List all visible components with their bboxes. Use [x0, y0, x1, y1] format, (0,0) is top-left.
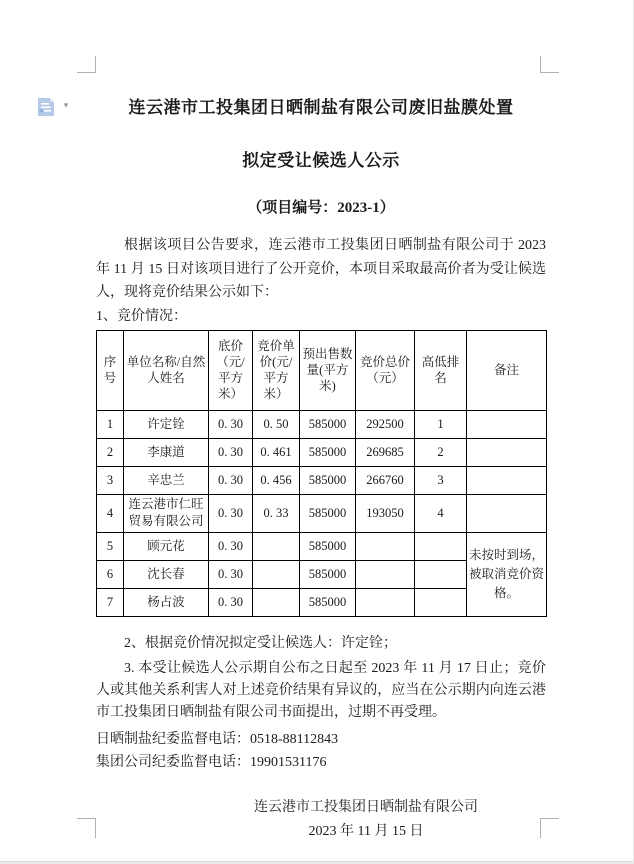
cell-qty: 585000: [300, 588, 356, 616]
cell-total: [356, 532, 415, 560]
section1-heading: 1、竞价情况：: [96, 308, 187, 324]
cell-total: 266760: [356, 466, 415, 494]
phone-line-1: 日晒制盐纪委监督电话：0518-88112843: [96, 731, 339, 747]
cell-base: 0. 30: [209, 560, 253, 588]
cell-base: 0. 30: [209, 438, 253, 466]
table-header-cell-6: 高低排名: [415, 330, 467, 410]
cell-total: [356, 560, 415, 588]
signature-date: 2023 年 11 月 15 日: [308, 823, 424, 839]
document-content: [96, 0, 546, 844]
table-header-cell-2: 底价（元/平方米）: [209, 330, 253, 410]
cell-unit: [253, 588, 300, 616]
cell-no: 7: [97, 588, 124, 616]
cell-rank: [415, 560, 467, 588]
table-row-1: [97, 410, 547, 438]
chevron-down-icon[interactable]: ▾: [63, 101, 69, 111]
cell-unit: 0. 33: [253, 494, 300, 532]
cell-rank: 1: [415, 410, 467, 438]
cell-name: 辛忠兰: [124, 466, 209, 494]
cell-base: 0. 30: [209, 466, 253, 494]
cell-total: 269685: [356, 438, 415, 466]
cell-qty: 585000: [300, 560, 356, 588]
cell-qty: 585000: [300, 532, 356, 560]
cell-total: 193050: [356, 494, 415, 532]
cell-no: 6: [97, 560, 124, 588]
crop-mark-bottom-left: [77, 818, 96, 838]
table-header-cell-0: 序号: [97, 330, 124, 410]
cell-no: 5: [97, 532, 124, 560]
cell-name: 沈长春: [124, 560, 209, 588]
cell-unit: 0. 50: [253, 410, 300, 438]
cell-no: 3: [97, 466, 124, 494]
cell-remark: [467, 494, 547, 532]
table-row-3: [97, 466, 547, 494]
comment-icon[interactable]: [35, 96, 57, 118]
cell-rank: [415, 532, 467, 560]
table-header-cell-1: 单位名称/自然人姓名: [124, 330, 209, 410]
cell-name: 杨占波: [124, 588, 209, 616]
cell-base: 0. 30: [209, 410, 253, 438]
cell-remark: [467, 466, 547, 494]
cell-base: 0. 30: [209, 532, 253, 560]
cell-rank: 4: [415, 494, 467, 532]
intro-paragraph: 根据该项目公告要求，连云港市工投集团日晒制盐有限公司于 2023 年 11 月 15 日对该项目进行了公开竞价，本项目采取最高价者为受让候选人，现将竞价结果公示如下：: [96, 238, 546, 300]
signature-company: 连云港市工投集团日晒制盐有限公司: [254, 799, 478, 815]
cell-rank: [415, 588, 467, 616]
phone-line-2: 集团公司纪委监督电话：19901531176: [96, 754, 327, 770]
cell-qty: 585000: [300, 494, 356, 532]
bid-results-table: [96, 330, 547, 617]
supervision-phones: [96, 728, 546, 774]
cell-total: [356, 588, 415, 616]
table-header-cell-7: 备注: [467, 330, 547, 410]
table-row-5: [97, 532, 547, 560]
cell-qty: 585000: [300, 438, 356, 466]
table-header-cell-3: 竞价单价(元/平方米）: [253, 330, 300, 410]
cell-total: 292500: [356, 410, 415, 438]
paragraph-3: 3. 本受让候选人公示期自公布之日起至 2023 年 11 月 17 日止；竞价人或其他关系利害人对上述竞价结果有异议的，应当在公示期内向连云港市工投集团日晒制盐有限公司书面提出，过期不再受理。: [96, 660, 546, 720]
cell-base: 0. 30: [209, 588, 253, 616]
project-number: （项目编号：2023-1）: [247, 200, 395, 216]
cell-unit: [253, 560, 300, 588]
signature-block: [254, 796, 478, 844]
table-row-4: [97, 494, 547, 532]
cell-unit: 0. 461: [253, 438, 300, 466]
cell-name: 顾元花: [124, 532, 209, 560]
cell-name: 许定铨: [124, 410, 209, 438]
cell-remark: [467, 410, 547, 438]
table-header: [97, 330, 547, 410]
cell-rank: 3: [415, 466, 467, 494]
document-title: 连云港市工投集团日晒制盐有限公司废旧盐膜处置: [128, 98, 514, 117]
cell-qty: 585000: [300, 410, 356, 438]
cell-no: 1: [97, 410, 124, 438]
cell-base: 0. 30: [209, 494, 253, 532]
cell-rank: 2: [415, 438, 467, 466]
cell-qty: 585000: [300, 466, 356, 494]
crop-mark-top-left: [77, 56, 96, 73]
cell-remark-merged: 未按时到场，被取消竞价资格。: [467, 532, 547, 616]
table-header-cell-4: 预出售数量(平方米): [300, 330, 356, 410]
cell-name: 连云港市仁旺贸易有限公司: [124, 494, 209, 532]
cell-no: 4: [97, 494, 124, 532]
table-header-cell-5: 竞价总价（元）: [356, 330, 415, 410]
document-subtitle: 拟定受让候选人公示: [242, 151, 400, 170]
cell-unit: 0. 456: [253, 466, 300, 494]
paragraph-2: 2、根据竞价情况拟定受让候选人：许定铨；: [124, 635, 397, 651]
cell-unit: [253, 532, 300, 560]
table-row-2: [97, 438, 547, 466]
cell-remark: [467, 438, 547, 466]
cell-name: 李康道: [124, 438, 209, 466]
cell-no: 2: [97, 438, 124, 466]
